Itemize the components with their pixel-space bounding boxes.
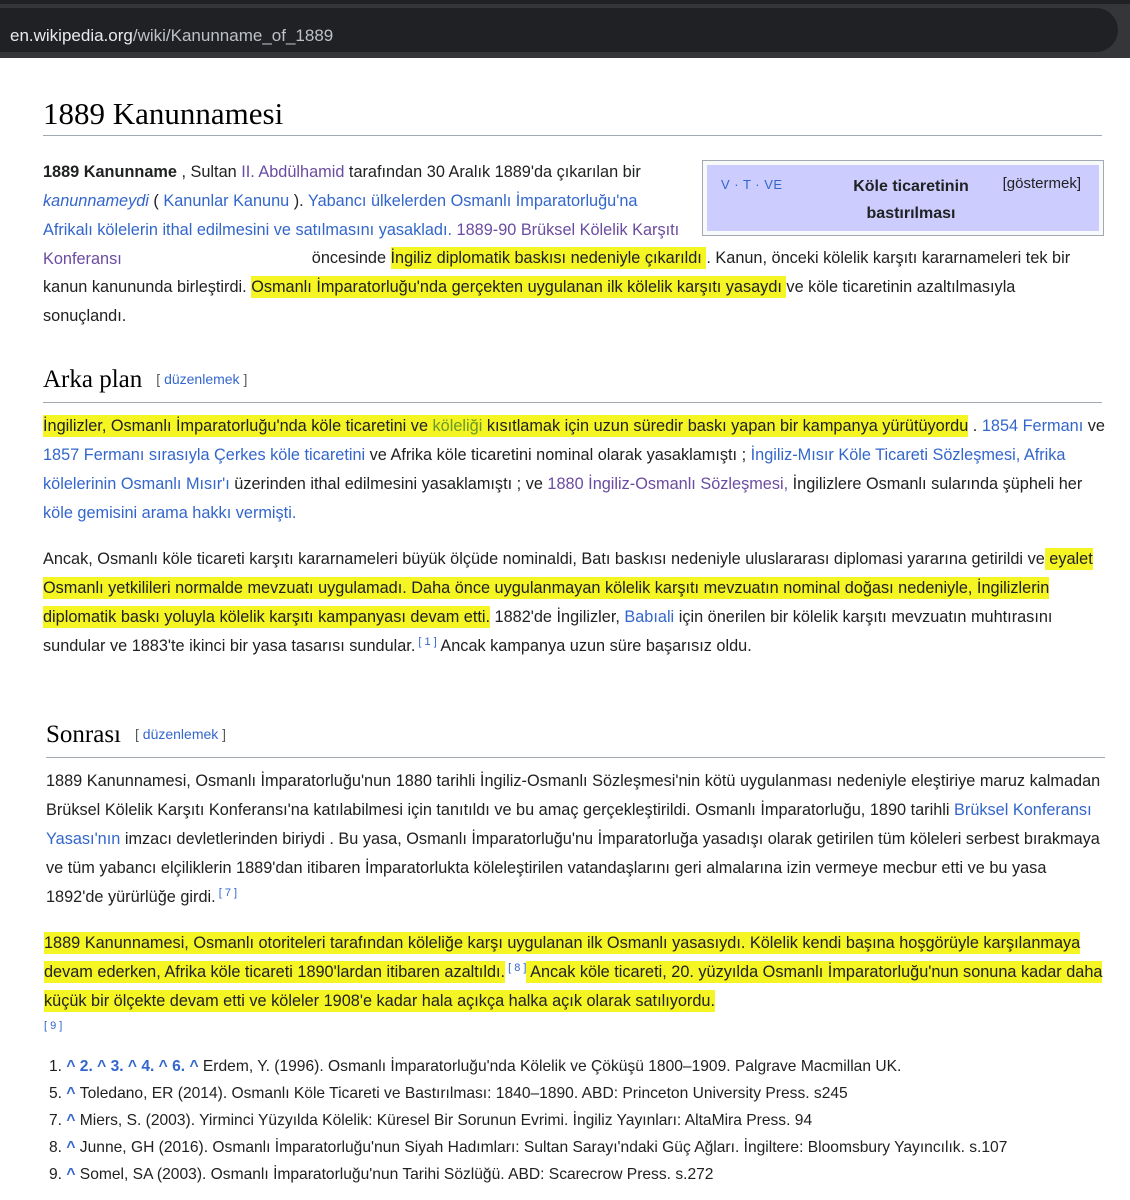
highlight-2: Osmanlı İmparatorluğu'nda gerçekten uygulanan ilk kölelik karşıtı yasaydı: [251, 278, 787, 296]
background-paragraph-2: [43, 545, 1105, 661]
text: 1889 Kanunnamesi, Osmanlı İmparatorluğu'nun 1880 tarihli İngiliz-Osmanlı Sözleşmesi'nin kötü uygulanması nedeniyle eleştiriye maruz kalmadan Brüksel Kölelik Karşıtı Konferansı'na katılabilmesi için tanıtıldı ve bu amaç gerçekleştirildi. Osmanlı İmparatorluğu, 1890 tarihli: [46, 772, 1101, 819]
citation-9[interactable]: [ 9 ]: [44, 1020, 63, 1032]
ref-text: Miers, S. (2003). Yirminci Yüzyılda Kölelik: Küresel Bir Sorunun Evrimi. İngiliz Yayınları: AltaMira Press. 94: [79, 1112, 813, 1129]
backlink-caret[interactable]: ^: [62, 1166, 80, 1183]
text: .: [968, 417, 982, 435]
citation-8[interactable]: [ 8 ]: [505, 962, 527, 974]
heading-text: Sonrası: [46, 721, 121, 748]
section-heading-background: [43, 366, 247, 394]
section-divider: [43, 402, 1102, 403]
highlight-5: 1889 Kanunnamesi, Osmanlı otoriteleri tarafından köleliğe karşı uygulanan ilk Osmanlı yasasıydı. Kölelik kendi başına hoşgörüyle karşılanmaya devam ederken, Afrika köle ticareti 1890'lardan itibaren azaltıldı.: [44, 934, 1081, 981]
backlink-carets[interactable]: ^ 2. ^ 3. ^ 4. ^ 6. ^: [62, 1058, 203, 1075]
navbox-title: Köle ticaretinin bastırılması: [853, 178, 969, 222]
ref-number: 8.: [49, 1139, 63, 1156]
link-1857-fermani[interactable]: 1857 Fermanı sırasıyla Çerkes köle ticaretini: [43, 446, 366, 464]
ref-text: Somel, SA (2003). Osmanlı İmparatorluğu'nun Tarihi Sözlüğü. ABD: Scarecrow Press. s.272: [79, 1166, 714, 1183]
text: İngilizlere Osmanlı sularında şüpheli her: [788, 475, 1083, 493]
ref-text: Erdem, Y. (1996). Osmanlı İmparatorluğu'nda Kölelik ve Çöküşü 1800–1909. Palgrave Macmillan UK.: [202, 1058, 902, 1075]
navbox-header: [707, 165, 1099, 231]
highlight-3: [43, 415, 968, 437]
highlight-4: eyalet Osmanlı yetkilileri normalde mevzuatı uygulamadı. Daha önce uygulanmayan kölelik karşıtı mevzuatın nominal doğası nedeniyle, İngilizlerin diplomatik baskı yoluyla kölelik karşıtı kampanyası devam etti.: [43, 550, 1093, 626]
text: imzacı devletlerinden biriydi . Bu yasa, Osmanlı İmparatorluğu'nu İmparatorluğa yasadışı olarak getirilen tüm köleleri serbest bırakmaya ve tüm yabancı elçiliklerin 1889'dan itibaren İmparatorlukta köleleştirilen vatandaşlarını geri almalarına izin vermeye mecbur etti ve bu yasa 1892'de yürürlüğe girdi.: [46, 830, 1100, 906]
text: üzerinden ithal edilmesini yasaklamıştı ; ve: [229, 475, 548, 493]
bracket: ]: [239, 371, 248, 387]
citation-1[interactable]: [ 1 ]: [415, 636, 437, 648]
text: ve: [1083, 417, 1105, 435]
reference-item: [49, 1134, 1007, 1161]
navbox: [702, 160, 1104, 236]
ref-number: 9.: [49, 1166, 63, 1183]
bracket: [: [135, 726, 143, 742]
text: ve Afrika köle ticaretini nominal olarak yasaklamıştı ;: [365, 446, 751, 464]
edit-link-after[interactable]: düzenlemek: [142, 726, 219, 742]
backlink-caret[interactable]: ^: [62, 1139, 80, 1156]
link-babiali[interactable]: Babıali: [624, 608, 675, 626]
after-paragraph-1: [46, 767, 1106, 912]
link-1880-sozlesmesi[interactable]: 1880 İngiliz-Osmanlı Sözleşmesi,: [547, 475, 789, 493]
text: Ancak kampanya uzun süre başarısız oldu.: [436, 637, 752, 655]
url-host: en.wikipedia.org: [10, 26, 133, 45]
reference-item: [49, 1107, 1007, 1134]
url-path: /wiki/Kanunname_of_1889: [132, 26, 334, 45]
intro-bold-term: 1889 Kanunname: [43, 163, 177, 181]
highlight-1: İngiliz diplomatik baskısı nedeniyle çıkarıldı: [390, 249, 707, 267]
link-1854-fermani[interactable]: 1854 Fermanı: [981, 417, 1084, 435]
reference-item: [49, 1080, 1007, 1107]
text: Ancak, Osmanlı köle ticareti karşıtı kararnameleri büyük ölçüde nominaldi, Batı baskısı nedeniyle uluslararası diplomasi yararına getirildi ve: [43, 550, 1045, 568]
ref-number: 1.: [49, 1058, 63, 1075]
text: kısıtlamak için uzun süredir baskı yapan bir kampanya yürütüyordu: [482, 417, 969, 435]
address-bar[interactable]: [0, 8, 1118, 52]
section-divider: [46, 757, 1105, 758]
link-kanunlar[interactable]: Kanunlar Kanunu: [163, 192, 290, 210]
link-yabanci[interactable]: Yabancı ülkelerden Osmanlı İmparatorluğu'na Afrikalı kölelerin ithal edilmesini ve satılmasını yasakladı.: [43, 192, 638, 239]
ref-number: 5.: [49, 1085, 63, 1102]
link-bruksel-konferansi[interactable]: 1889-90 Brüksel Kölelik Karşıtı Konferansı: [43, 221, 680, 268]
text: 1882'de İngilizler,: [490, 608, 625, 626]
ref-text: Junne, GH (2016). Osmanlı İmparatorluğu'nun Siyah Hadımları: Sultan Sarayı'ndaki Güç Ağları. İngiltere: Bloomsbury Yayıncılık. s.107: [79, 1139, 1008, 1156]
section-heading-after: [46, 721, 226, 749]
edit-link-background[interactable]: düzenlemek: [164, 371, 240, 387]
link-kole-gemisi[interactable]: köle gemisini arama hakkı vermişti.: [43, 504, 297, 522]
edit-section: [135, 726, 226, 742]
navbox-vte-links[interactable]: V · T · VE: [721, 177, 783, 192]
text: öncesinde: [307, 249, 391, 267]
text: ve köle ticaretinin azaltılmasıyla sonuçlandı.: [43, 278, 1016, 325]
link-kolelik[interactable]: köleliği: [432, 417, 483, 435]
text: tarafından 30 Aralık 1889'da çıkarılan bir: [344, 163, 641, 181]
citation-7[interactable]: [ 7 ]: [215, 887, 238, 899]
intro-paragraph-bottom: [43, 244, 1103, 331]
title-divider: [43, 135, 1102, 136]
reference-item: [49, 1053, 1007, 1080]
edit-section: [156, 371, 247, 387]
text: için önerilen bir kölelik karşıtı mevzuatın muhtırasını sundular ve 1883'te ikinci bir yasa tasarısı sundular.: [43, 608, 1053, 655]
bracket: ]: [218, 726, 227, 742]
link-bruksel-yasasi[interactable]: Brüksel Konferansı Yasası'nın: [46, 801, 1092, 848]
heading-text: Arka plan: [43, 366, 143, 393]
ref-number: 7.: [49, 1112, 63, 1129]
link-kanunname[interactable]: kanunnameydi: [43, 192, 149, 210]
browser-toolbar: [0, 0, 1130, 58]
page-title: 1889 Kanunnamesi: [43, 96, 284, 131]
highlight-6: Ancak köle ticareti, 20. yüzyılda Osmanlı İmparatorluğu'nun sonuna kadar daha küçük bir ölçekte devam etti ve köleler 1908'e kadar hala açıkça halka açık olarak satılıyordu.: [44, 963, 1103, 1010]
background-paragraph-1: [43, 412, 1105, 528]
address-url[interactable]: [10, 26, 333, 46]
backlink-caret[interactable]: ^: [62, 1085, 80, 1102]
after-paragraph-2: [44, 929, 1106, 1045]
tab-strip-edge: [0, 0, 1130, 4]
link-misir-sozlesmesi[interactable]: İngiliz-Mısır Köle Ticareti Sözleşmesi, Afrika kölelerinin Osmanlı Mısır'ı: [43, 446, 1066, 493]
text: (: [148, 192, 164, 210]
text: , Sultan: [176, 163, 242, 181]
ref-text: Toledano, ER (2014). Osmanlı Köle Ticareti ve Bastırılması: 1840–1890. ABD: Princeton University Press. s245: [79, 1085, 848, 1102]
link-sultan[interactable]: II. Abdülhamid: [241, 163, 345, 181]
references-list: [49, 1053, 1007, 1188]
text: . Kanun, önceki kölelik karşıtı kararnameleri tek bir kanun kanununda birleştirdi.: [43, 249, 1071, 296]
text: İngilizler, Osmanlı İmparatorluğu'nda köle ticaretini ve: [43, 417, 433, 435]
navbox-show-toggle[interactable]: [göstermek]: [1002, 175, 1081, 192]
backlink-caret[interactable]: ^: [62, 1112, 80, 1129]
bracket: [: [156, 371, 165, 387]
reference-item: [49, 1161, 1007, 1188]
text: ).: [289, 192, 308, 210]
